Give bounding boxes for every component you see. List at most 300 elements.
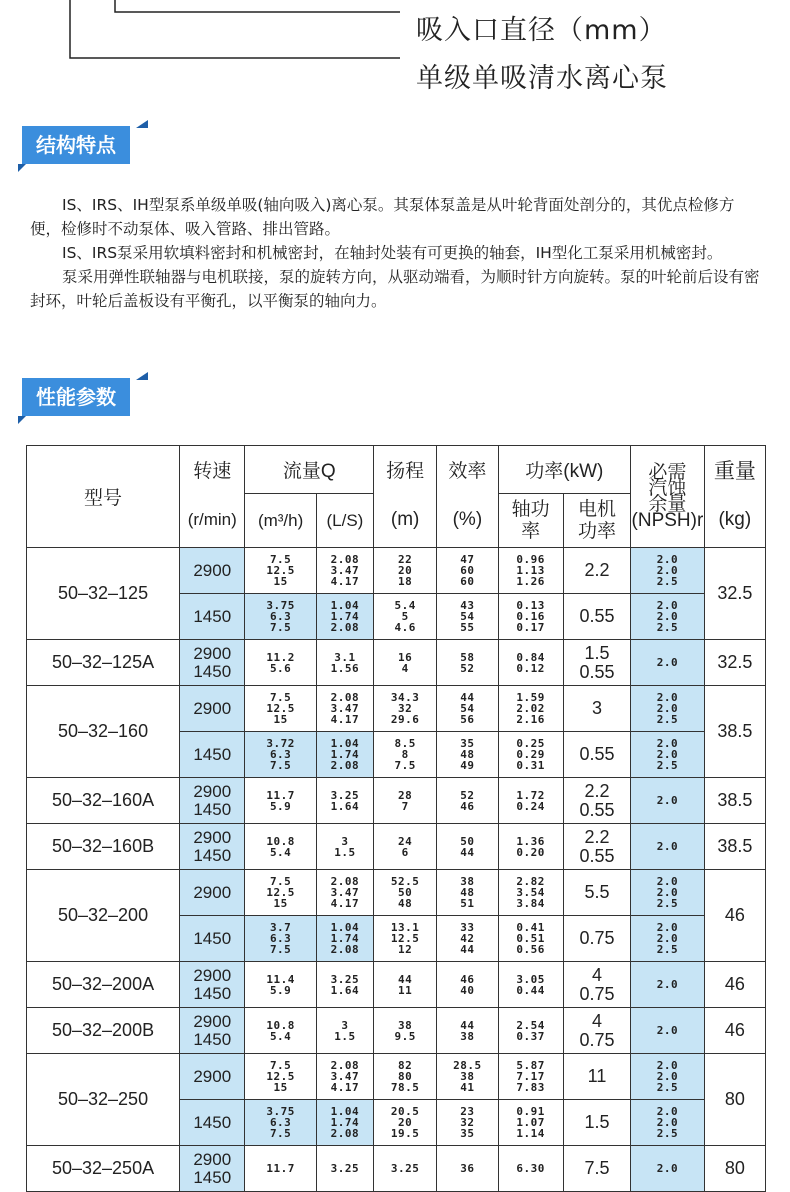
model-cell: 50–32–160 (27, 686, 180, 778)
motor-power-cell-value: 4 (592, 964, 603, 985)
table-row (27, 1054, 766, 1100)
shaft-power-cell-value: 1.36 (516, 834, 545, 848)
npsh-cell (631, 548, 704, 594)
flow-ls-cell (316, 1146, 373, 1192)
speed-cell-value: 1450 (193, 606, 232, 626)
head-cell (374, 640, 437, 686)
npsh-cell (631, 686, 704, 732)
flow-m3h-cell-value: 5.4 (269, 845, 292, 859)
structure-text (30, 193, 765, 313)
efficiency-cell (437, 1054, 498, 1100)
efficiency-cell (437, 1146, 498, 1192)
motor-power-cell (563, 732, 630, 778)
header-flow: 流量Q (245, 446, 374, 494)
npsh-cell-value: 2.5 (656, 897, 679, 910)
header-power: 功率(kW) (498, 446, 631, 494)
npsh-cell (631, 1054, 704, 1100)
speed-cell-value: 1450 (193, 744, 232, 764)
head-cell-value: 13.1 (390, 921, 420, 934)
shaft-power-cell (498, 1146, 563, 1192)
npsh-cell-value: 2.0 (656, 886, 679, 899)
efficiency-cell (437, 640, 498, 686)
table-row (27, 548, 766, 594)
motor-power-cell-value: 0.75 (579, 983, 615, 1004)
flow-ls-cell-value: 3.25 (330, 972, 360, 986)
motor-power-cell-value: 0.55 (579, 845, 615, 866)
shaft-power-cell-value: 0.13 (516, 599, 545, 612)
motor-power-cell-value: 0.75 (579, 1029, 615, 1050)
npsh-cell-value: 2.0 (656, 1070, 679, 1083)
efficiency-cell-value: 23 (460, 1105, 475, 1118)
flow-ls-cell-value: 1.74 (330, 932, 360, 945)
header-npsh-cell (631, 446, 704, 548)
motor-power-cell-value: 3 (592, 698, 603, 718)
flow-ls-cell-value: 2.08 (330, 759, 360, 772)
speed-cell (180, 686, 245, 732)
weight-cell: 38.5 (704, 824, 765, 870)
flow-ls-cell (316, 916, 373, 962)
head-cell-value: 22 (398, 553, 413, 566)
flow-m3h-cell-value: 5.9 (269, 799, 292, 813)
motor-power-cell-value: 2.2 (584, 826, 610, 847)
shaft-power-cell (498, 594, 563, 640)
head-cell-value: 18 (398, 575, 413, 588)
npsh-cell (631, 824, 704, 870)
weight-cell: 80 (704, 1054, 765, 1146)
shaft-power-cell (498, 1008, 563, 1054)
npsh-cell-value: 2.0 (656, 610, 679, 623)
shaft-power-cell-value: 5.87 (516, 1059, 545, 1072)
speed-cell-value: 1450 (193, 1167, 232, 1187)
flow-m3h-cell-value: 6.3 (269, 748, 292, 761)
speed-cell-value: 2900 (193, 882, 232, 902)
weight-cell: 46 (704, 1008, 765, 1054)
legend-pump-type: 单级单吸清水离心泵 (416, 63, 668, 94)
flow-m3h-cell-value: 5.9 (269, 983, 292, 997)
speed-cell (180, 778, 245, 824)
efficiency-cell-value: 51 (460, 897, 475, 910)
tag-corner-top (136, 372, 148, 380)
npsh-cell (631, 594, 704, 640)
flow-ls-cell-value: 2.08 (330, 553, 360, 566)
flow-m3h-cell-value: 11.7 (266, 788, 295, 802)
efficiency-cell-value: 54 (460, 702, 475, 715)
flow-m3h-cell-value: 12.5 (266, 564, 295, 577)
efficiency-cell (437, 686, 498, 732)
head-cell-value: 78.5 (390, 1081, 420, 1094)
efficiency-cell (437, 824, 498, 870)
npsh-cell (631, 640, 704, 686)
speed-cell-value: 2900 (193, 1149, 232, 1169)
table-row (27, 640, 766, 686)
npsh-cell (631, 732, 704, 778)
npsh-cell-value: 2.0 (656, 921, 679, 934)
shaft-power-cell (498, 1054, 563, 1100)
efficiency-cell (437, 962, 498, 1008)
model-cell: 50–32–250 (27, 1054, 180, 1146)
speed-cell-value: 2900 (193, 781, 232, 801)
flow-m3h-cell-value: 11.4 (266, 972, 295, 986)
shaft-power-cell-value: 1.07 (516, 1116, 545, 1129)
flow-ls-cell-value: 4.17 (330, 897, 360, 910)
npsh-cell-value: 2.0 (656, 875, 679, 888)
npsh-cell (631, 1008, 704, 1054)
flow-m3h-cell-value: 12.5 (266, 1070, 295, 1083)
model-cell: 50–32–200B (27, 1008, 180, 1054)
speed-cell (180, 548, 245, 594)
flow-m3h-cell-value: 3.72 (266, 737, 295, 750)
shaft-power-cell (498, 732, 563, 778)
head-cell-value: 28 (398, 788, 413, 802)
npsh-cell-value: 2.0 (656, 748, 679, 761)
flow-m3h-cell-value: 7.5 (269, 621, 292, 634)
shaft-power-cell (498, 916, 563, 962)
efficiency-cell-value: 52 (460, 788, 475, 802)
efficiency-cell-value: 48 (460, 886, 475, 899)
table-row (27, 1008, 766, 1054)
flow-ls-cell-value: 3.25 (330, 788, 360, 802)
model-cell: 50–32–200 (27, 870, 180, 962)
flow-m3h-cell-value: 7.5 (269, 1127, 292, 1140)
flow-ls-cell (316, 1008, 373, 1054)
shaft-power-cell-value: 0.41 (516, 921, 545, 934)
motor-power-cell (563, 870, 630, 916)
header-weight: 重量 (704, 446, 765, 494)
efficiency-cell (437, 594, 498, 640)
efficiency-cell-value: 46 (460, 972, 475, 986)
header-speed: 转速 (180, 446, 245, 494)
speed-cell-value: 1450 (193, 845, 232, 865)
flow-m3h-cell-value: 7.5 (269, 553, 292, 566)
flow-ls-cell-value: 3 (341, 1018, 349, 1032)
shaft-power-cell (498, 1100, 563, 1146)
efficiency-cell-value: 48 (460, 748, 475, 761)
flow-ls-cell-value: 1.74 (330, 1116, 360, 1129)
speed-cell-value: 2900 (193, 1066, 232, 1086)
flow-m3h-cell-value: 3.75 (266, 599, 295, 612)
flow-ls-cell (316, 686, 373, 732)
flow-ls-cell (316, 778, 373, 824)
head-cell-value: 4.6 (394, 621, 416, 634)
header-npsh-unit: (NPSH)r (631, 509, 704, 531)
npsh-cell-value: 2.5 (656, 1081, 679, 1094)
head-cell-value: 8.5 (394, 737, 416, 750)
header-motor-power-text: 电机功率 (577, 498, 616, 542)
motor-power-cell-value: 2.2 (584, 560, 610, 580)
efficiency-cell-value: 32 (460, 1116, 475, 1129)
head-cell-value: 6 (401, 845, 409, 859)
head-cell (374, 686, 437, 732)
head-cell-value: 34.3 (390, 691, 420, 704)
flow-m3h-cell-value: 7.5 (269, 1059, 292, 1072)
flow-m3h-cell (245, 1146, 316, 1192)
motor-power-cell (563, 824, 630, 870)
flow-ls-cell-value: 4.17 (330, 1081, 360, 1094)
speed-cell-value: 1450 (193, 928, 232, 948)
motor-power-cell-value: 0.75 (579, 928, 615, 948)
npsh-cell-value: 2.5 (656, 713, 679, 726)
section-title-performance: 性能参数 (22, 378, 130, 416)
flow-ls-cell-value: 1.5 (334, 1029, 356, 1043)
motor-power-cell (563, 686, 630, 732)
flow-ls-cell (316, 548, 373, 594)
head-cell-value: 16 (398, 650, 413, 664)
table-row (27, 1146, 766, 1192)
flow-m3h-cell-value: 15 (273, 897, 288, 910)
shaft-power-cell-value: 0.29 (516, 748, 545, 761)
section-title-structure: 结构特点 (22, 126, 130, 164)
flow-m3h-cell-value: 12.5 (266, 702, 295, 715)
head-cell-value: 5 (401, 610, 409, 623)
head-cell-value: 4 (401, 661, 409, 675)
flow-m3h-cell-value: 11.2 (266, 650, 295, 664)
head-cell-value: 5.4 (394, 599, 416, 612)
model-cell: 50–32–125 (27, 548, 180, 640)
flow-m3h-cell (245, 870, 316, 916)
motor-power-cell (563, 1100, 630, 1146)
motor-power-cell-value: 11 (587, 1066, 607, 1086)
flow-m3h-cell (245, 732, 316, 778)
model-cell: 50–32–160B (27, 824, 180, 870)
flow-ls-cell-value: 3.1 (334, 650, 356, 664)
efficiency-cell (437, 1100, 498, 1146)
speed-cell-value: 1450 (193, 799, 232, 819)
npsh-cell (631, 778, 704, 824)
performance-table (26, 445, 766, 1192)
shaft-power-cell-value: 3.84 (516, 897, 545, 910)
efficiency-cell (437, 870, 498, 916)
efficiency-cell-value: 40 (460, 983, 475, 997)
table-row (27, 778, 766, 824)
shaft-power-cell-value: 2.82 (516, 875, 545, 888)
speed-cell-value: 2900 (193, 827, 232, 847)
npsh-cell-value: 2.5 (656, 943, 679, 956)
flow-ls-cell (316, 594, 373, 640)
head-cell-value: 20 (398, 564, 413, 577)
head-cell (374, 548, 437, 594)
npsh-cell-value: 2.0 (656, 1116, 679, 1129)
legend-inlet-diameter: 吸入口直径（mm） (416, 15, 667, 46)
motor-power-cell-value: 0.55 (579, 661, 615, 682)
head-cell-value: 20 (398, 1116, 413, 1129)
shaft-power-cell-value: 6.30 (516, 1162, 545, 1175)
flow-ls-cell (316, 962, 373, 1008)
flow-ls-cell (316, 870, 373, 916)
shaft-power-cell-value: 0.91 (516, 1105, 545, 1118)
flow-ls-cell-value: 1.04 (330, 921, 360, 934)
motor-power-cell (563, 1054, 630, 1100)
header-motor-power (563, 494, 630, 548)
efficiency-cell (437, 916, 498, 962)
shaft-power-cell-value: 0.25 (516, 737, 545, 750)
flow-ls-cell-value: 2.08 (330, 621, 360, 634)
npsh-cell (631, 870, 704, 916)
efficiency-cell-value: 28.5 (453, 1059, 482, 1072)
motor-power-cell (563, 640, 630, 686)
efficiency-cell-value: 42 (460, 932, 475, 945)
tag-corner-top (136, 120, 148, 128)
efficiency-cell-value: 54 (460, 610, 475, 623)
shaft-power-cell-value: 3.54 (516, 886, 545, 899)
flow-m3h-cell (245, 640, 316, 686)
flow-ls-cell-value: 3.47 (330, 886, 360, 899)
speed-cell (180, 916, 245, 962)
header-head-unit: (m) (374, 494, 437, 548)
efficiency-cell-value: 55 (460, 621, 475, 634)
shaft-power-cell-value: 2.16 (516, 713, 545, 726)
shaft-power-cell-value: 1.13 (516, 564, 545, 577)
npsh-cell (631, 962, 704, 1008)
efficiency-cell-value: 44 (460, 1018, 475, 1032)
tag-corner-bottom (18, 416, 26, 424)
motor-power-cell-value: 4 (592, 1010, 603, 1031)
head-cell (374, 1008, 437, 1054)
shaft-power-cell-value: 0.31 (516, 759, 545, 772)
motor-power-cell-value: 5.5 (584, 882, 610, 902)
head-cell-value: 3.25 (390, 1162, 420, 1175)
npsh-cell-value: 2.0 (656, 932, 679, 945)
npsh-cell-value: 2.0 (656, 1059, 679, 1072)
motor-power-cell-value: 7.5 (584, 1158, 610, 1178)
speed-cell-value: 2900 (193, 698, 232, 718)
flow-ls-cell-value: 4.17 (330, 713, 360, 726)
shaft-power-cell-value: 0.24 (516, 799, 545, 813)
shaft-power-cell (498, 824, 563, 870)
shaft-power-cell-value: 0.17 (516, 621, 545, 634)
efficiency-cell-value: 49 (460, 759, 475, 772)
npsh-cell-value: 2.5 (656, 759, 679, 772)
head-cell-value: 7.5 (394, 759, 416, 772)
motor-power-cell-value: 0.55 (579, 799, 615, 820)
motor-power-cell (563, 778, 630, 824)
speed-cell-value: 1450 (193, 1112, 232, 1132)
head-cell-value: 19.5 (390, 1127, 420, 1140)
flow-ls-cell (316, 824, 373, 870)
flow-m3h-cell-value: 6.3 (269, 1116, 292, 1129)
shaft-power-cell-value: 1.14 (516, 1127, 545, 1140)
model-legend-lines (0, 0, 790, 110)
model-cell: 50–32–125A (27, 640, 180, 686)
npsh-cell-value: 2.5 (656, 575, 679, 588)
efficiency-cell-value: 35 (460, 737, 475, 750)
flow-ls-cell-value: 1.74 (330, 610, 360, 623)
structure-paragraph: 泵采用弹性联轴器与电机联接，泵的旋转方向，从驱动端看，为顺时针方向旋转。泵的叶轮前后设有密封环，叶轮后盖板设有平衡孔，以平衡泵的轴向力。 (30, 268, 760, 310)
flow-ls-cell-value: 3.47 (330, 564, 360, 577)
flow-m3h-cell (245, 686, 316, 732)
head-cell-value: 20.5 (390, 1105, 420, 1118)
tag-corner-bottom (18, 164, 26, 172)
npsh-cell-value: 2.0 (656, 1024, 679, 1037)
npsh-cell-value: 2.0 (656, 553, 679, 566)
head-cell (374, 1146, 437, 1192)
head-cell-value: 32 (398, 702, 413, 715)
efficiency-cell-value: 36 (460, 1162, 475, 1175)
efficiency-cell-value: 33 (460, 921, 475, 934)
head-cell (374, 824, 437, 870)
npsh-cell (631, 916, 704, 962)
flow-m3h-cell-value: 7.5 (269, 943, 292, 956)
table-row (27, 962, 766, 1008)
efficiency-cell (437, 778, 498, 824)
npsh-cell-value: 2.0 (656, 737, 679, 750)
shaft-power-cell-value: 1.26 (516, 575, 545, 588)
efficiency-cell-value: 38 (460, 1070, 475, 1083)
shaft-power-cell (498, 778, 563, 824)
efficiency-cell-value: 60 (460, 564, 475, 577)
speed-cell (180, 824, 245, 870)
model-cell: 50–32–200A (27, 962, 180, 1008)
shaft-power-cell-value: 0.44 (516, 983, 545, 997)
head-cell (374, 778, 437, 824)
npsh-cell-value: 2.0 (656, 794, 679, 807)
shaft-power-cell-value: 0.37 (516, 1029, 545, 1043)
model-cell: 50–32–160A (27, 778, 180, 824)
flow-m3h-cell-value: 10.8 (266, 834, 295, 848)
header-flow-unit-m3: (m³/h) (245, 494, 316, 548)
npsh-cell-value: 2.0 (656, 702, 679, 715)
performance-table-body (27, 548, 766, 1192)
efficiency-cell (437, 732, 498, 778)
efficiency-cell-value: 52 (460, 661, 475, 675)
flow-m3h-cell (245, 778, 316, 824)
head-cell-value: 52.5 (390, 875, 420, 888)
motor-power-cell (563, 916, 630, 962)
shaft-power-cell-value: 0.51 (516, 932, 545, 945)
shaft-power-cell-value: 0.20 (516, 845, 545, 859)
table-row (27, 870, 766, 916)
shaft-power-cell-value: 7.17 (516, 1070, 545, 1083)
weight-cell: 38.5 (704, 686, 765, 778)
speed-cell (180, 640, 245, 686)
shaft-power-cell-value: 0.16 (516, 610, 545, 623)
header-shaft-power (498, 494, 563, 548)
speed-cell-value: 2900 (193, 965, 232, 985)
flow-m3h-cell (245, 1054, 316, 1100)
structure-paragraph: IS、IRS泵采用软填料密封和机械密封，在轴封处装有可更换的轴套，IH型化工泵采用机械密封。 (62, 244, 723, 262)
weight-cell: 46 (704, 962, 765, 1008)
flow-m3h-cell-value: 3.7 (269, 921, 292, 934)
speed-cell (180, 1054, 245, 1100)
flow-m3h-cell-value: 7.5 (269, 691, 292, 704)
flow-m3h-cell (245, 1008, 316, 1054)
shaft-power-cell-value: 7.83 (516, 1081, 545, 1094)
shaft-power-cell (498, 548, 563, 594)
speed-cell-value: 2900 (193, 643, 232, 663)
header-weight-unit: (kg) (704, 494, 765, 548)
motor-power-cell (563, 1146, 630, 1192)
flow-m3h-cell (245, 916, 316, 962)
efficiency-cell-value: 44 (460, 691, 475, 704)
flow-m3h-cell-value: 7.5 (269, 875, 292, 888)
weight-cell: 38.5 (704, 778, 765, 824)
header-shaft-power-text: 轴功率 (511, 498, 550, 542)
motor-power-cell (563, 548, 630, 594)
flow-ls-cell (316, 1054, 373, 1100)
head-cell-value: 12.5 (390, 932, 420, 945)
npsh-cell (631, 1146, 704, 1192)
flow-ls-cell-value: 1.64 (330, 983, 360, 997)
head-cell-value: 9.5 (394, 1029, 416, 1043)
flow-ls-cell-value: 1.04 (330, 599, 360, 612)
flow-m3h-cell (245, 548, 316, 594)
shaft-power-cell-value: 1.72 (516, 788, 545, 802)
npsh-cell-value: 2.0 (656, 691, 679, 704)
motor-power-cell-value: 1.5 (584, 642, 610, 663)
npsh-cell-value: 2.0 (656, 1162, 679, 1175)
shaft-power-cell-value: 3.05 (516, 972, 545, 986)
flow-ls-cell-value: 1.74 (330, 748, 360, 761)
head-cell (374, 1100, 437, 1146)
